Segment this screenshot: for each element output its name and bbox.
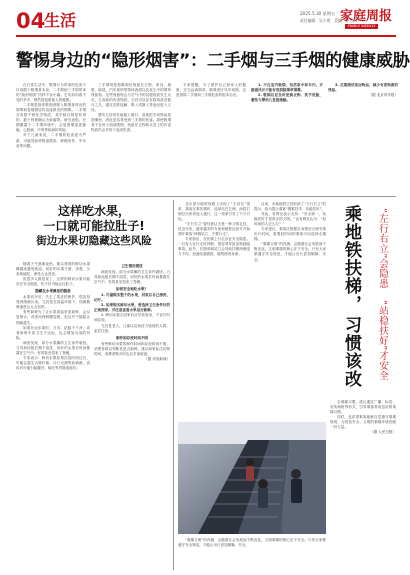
article2-col1: 随着天气逐渐炎热，街头巷尾的鲜切水果摊越来越受欢迎。切好的水果方便、美观，买来就能吃，深受大众喜爱。 但很多人都忽视了，这样的鲜切水果可能存在安全隐患，吃不好可能会拉肚子。 隐藏在水果摊里的隐患 水果切开后，失去了果皮的保护，很容易受到细菌污染。尤其是在高温环境下，细菌繁殖速度会大大加快。 有些商贩为了让水果看起来更新鲜，会反复喷水，或者用保鲜膜包裹，但这并不能阻止细菌滋生。 如果在切水果时，刀具、砧板不干净，或者商贩手部卫生不达标，也会增加污染的风险。 调查发现，部分水果摊的卫生条件堪忧，刀具和砧板长期不清洗，切好的水果长时间暴露在空气中，有的甚至招来了苍蝇。 专家表示：鲜切水果如果存放时间过长，可能会滋生大肠杆菌、沙门氏菌等致病菌，食用后可能引起腹泻、呕吐等胃肠道症状。 [16,262,90,370]
masthead [0,0,410,42]
brand-logo: 家庭周报 [340,9,393,24]
sub-part1: “左行右立” [377,208,388,259]
article3-vertical-title-2 [340,316,362,388]
article2-col2: 卫生情况堪忧 调查发现，部分水果摊的卫生条件堪忧，刀具和砧板长期不清洗，切好的水果长时间暴露在空气中，有的甚至招来了苍蝇。 如何安全地吃水果？ 1. 尽量购买整个的水果，回家后自己清洗、切开。 2. 如果购买鲜切水果，要选择卫生条件好的正规商家，并注意查看水果是否新鲜。 3. 鲜切水果买回家后应尽快食用，不宜长时间存放。 尤其是老人、儿童以及免疫力较低的人群，更应注意。 制作和存放时间不明 有些鲜切水果的制作时间和存放时间不明，消费者难以判断其是否新鲜。建议商家标注切制时间，消费者购买时也应多加留意。 （据 央视新闻） [94,264,170,361]
article2-byline: （据 央视新闻） [144,356,170,361]
article1-col1: 在日常生活中，吸烟行为带来的危害不仅局限于吸烟者本身，二手烟和三手烟带来的“隐形烟害”同样不容小觑。它们如同看不见的杀手，悄然侵蚀着他人的健康。 二手烟是指非吸烟者吸入吸烟者呼出的烟雾和卷烟燃烧时直接散发的烟雾。二手烟含有数千种化学物质，其中数百种是有毒的，数十种被确认为致癌物。研究表明，长期暴露于二手烟环境中，会显著增加患肺癌、心脏病、中风等疾病的风险。 对于儿童来说，二手烟的危害更为严重，可能导致呼吸道感染、哮喘发作、中耳炎等问题。 [16,83,86,148]
section-name: 生活 [44,11,77,30]
sub-part4: 才安全 [377,350,388,381]
article3-col4: “乘梯文明”的内涵，会随着社会发展而不断变化。文明乘梯的核心在于安全。只有大家都遵守安全规范，才能让出行更加顺畅、安全。 [178,538,326,548]
article2-title-line2: 一口就可能拉肚子! [43,219,145,233]
article2-title-line1: 这样吃水果， [57,204,130,218]
issue-date: 2025.5.30 星期五 [300,11,336,16]
article2-sub2: 卫生情况堪忧 [121,264,143,268]
sub-part2: 会隐患 [377,258,388,289]
article3-vertical-subtitle [372,208,390,289]
article3-title-part1: 乘地铁扶梯， [341,205,361,313]
article3-vertical-title [340,205,362,313]
brand-logo-en: FAMILY WEEKLY [345,24,378,29]
article2-sub4: 制作和存放时间不明 [116,335,148,340]
page-number: 04 [16,9,46,33]
divider-top [16,196,396,197]
article3-col1: 北京部分地铁线路上出现了“左站位”现象，乘客在乘扶梯时，选择站在左侧，而将右侧空出来供他人通行。这一现象引发了不少讨论。 “左行右立”曾经被认为是一种文明礼仪，但近年来，越来越多的专家和地铁运营方开始呼吁乘客“两侧站立、不要行走”。 专家指出，在扶梯上行走存在安全隐患。一旦有人在行走时摔倒，很容易导致连锁踩踏事故。此外，长期单侧站立会导致扶梯两侧受力不均，加速设备磨损，缩短使用寿命。 [178,202,250,257]
article3-byline: （据 人民日报） [370,430,396,435]
article2-sub3: 如何安全地吃水果？ [116,287,148,292]
divider-vertical [173,200,174,570]
article1-byline: （据 北京青年报） [368,93,398,98]
editor-credit: 责任编辑：吴小明 美编：罗万川 [300,18,357,23]
article1-col4: 1. 不在室内吸烟，包括家中和车内，开窗通风并不能有效消除烟草烟雾。 2. 吸烟后应及时更换衣物、洗手洗脸，避免与婴幼儿直接接触。 [251,83,323,103]
article3-col3: 全乘梯习惯。建议通过广播、标语、宣传海报等形式，引导乘客养成良好的乘梯习惯。 同时，也希望乘客能够自觉遵守乘梯规则，为营造安全、文明的乘梯环境贡献一份力量。 （据 人民日报） [330,400,396,435]
masthead-rule [16,35,396,37]
headline: 警惕身边的“隐形烟害”：二手烟与三手烟的健康威胁 [16,51,410,71]
article3-title-part2: 习惯该改 [341,316,361,388]
article2-title [18,204,170,249]
article3-vertical-subtitle-2 [372,300,390,381]
article1-col3: 专家提醒，为了保护自己和家人的健康，应当远离烟草。吸烟者应尽早戒烟，这是消除二手烟和三手烟危害的根本办法。 [176,83,246,98]
sub-part3: “站稳扶好” [377,300,388,351]
article2-sub1: 隐藏在水果摊里的隐患 [35,289,71,294]
article1-col2: 三手烟则是指吸烟后残留在衣物、家具、墙壁、地毯、汽车座椅等物体表面以及灰尘中的烟草残留物。这些残留物会与空气中的其他物质发生反应，生成新的有害物质。它们可以存在数周甚至数月之久，通过皮肤接触、吸入或摄入等途径进入人体。 婴幼儿经常在地板上爬行，喜欢把手或物品放进嘴里，因此更容易受到三手烟的危害。即使吸烟者不在孩子面前吸烟，残留在衣物和头发上的有害物质仍会对孩子造成伤害。 [91,83,171,133]
article1-col5: 3. 定期清洁家居物品，减少有害物质的残留。 （据 北京青年报） [328,83,398,98]
article2-title-line3: 街边水果切隐藏这些风险 [36,235,152,247]
escalator-illustration [178,422,326,534]
article3-col2: 目前，多地地铁已经取消了“左行右立”的提示，改为提示乘客“握紧扶手、站稳扶好”。 对此，有网友表示支持：“安全第一，站稳扶好才是真正的文明。”也有网友认为：“赶时间的人怎么办？” 专家建议，乘客应根据自身情况合理安排出行时间，需要赶时间的乘客可以选择走楼梯。 “乘梯文明”的内涵，会随着社会发展而不断变化。文明乘梯的核心在于安全。只有大家都遵守安全规范，才能让出行更加顺畅、安全。 [254,202,326,262]
escalator-photo [178,422,326,534]
